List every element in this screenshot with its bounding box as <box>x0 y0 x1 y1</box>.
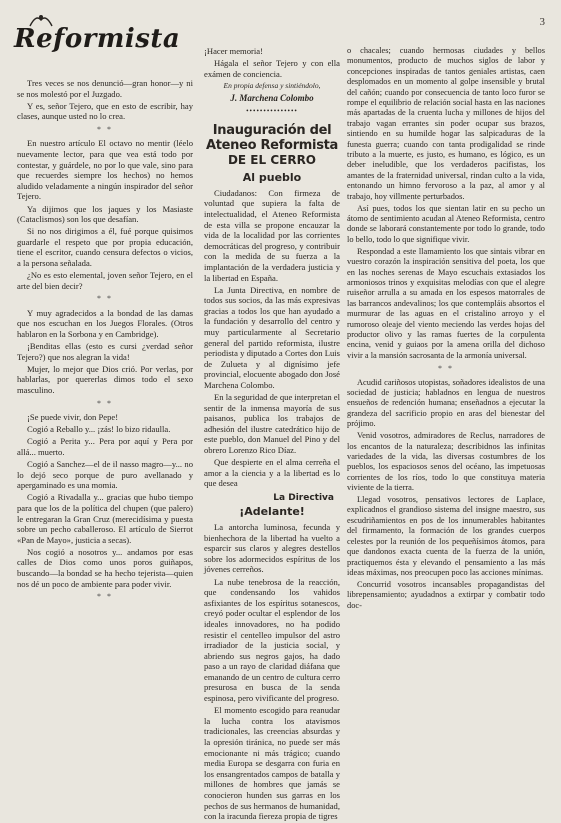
paragraph: La Junta Directiva, en nombre de todos sus socios, da las más expresivas gracias a todos los que han ayudado a la fundación y desarrollo del centro y muy particularmente al Secretario general del partido reformista, ilustre periodista y diputado a Cortes don Luis de Zulueta y al dignísimo jefe provincial, elocuente abogado don José Marchena Colombo. <box>204 284 340 390</box>
article-subheadline: DE EL CERRO <box>227 152 317 167</box>
paragraph: o chacales; cuando hermosas ciudades y bellos monumentos, producto de muchos siglos de labor y concepciones inspiradas de tantos geniales artistas, caen desplomados en un momento al golpe insensible y brutal del cañón; cuando por consecuencia de tanto loco furor se rompe el equilibrio de relación social hasta en las naciones más apartadas de la cruenta lucha y millones de hijos del trabajo vagan errantes sin poder ocupar sus brazos, sintiendo en su humilde hogar las salpicaduras de la funesta guerra; cuando con tanta prodigalidad se rinde tributo a la muerte, es justo, es humano, es lógico, es un deber ineludible, que los verdaderos pacifistas, los amantes de la fraternidad universal, rindan culto a la vida, entonando un himno fervoroso a la paz, al amor y al trabajo, hoy villmente perturbados. <box>347 46 545 201</box>
paragraph: Tres veces se nos denunció—gran honor—y ni se nos molestó por el Juzgado. <box>17 78 193 99</box>
paragraph: En la seguridad de que interpretan el sentir de la inmensa mayoría de sus paisanos, publica los trabajos de adhesión del ilustre catedrático hijo de este pueblo, don Manuel del Pino y del obrero Lorenzo Rico Díaz. <box>204 392 340 455</box>
paragraph: Cogió a Sanchez—el de il nasso magro—y... no lo dejó seco porque de puro avellanado y apergaminado es una momia. <box>17 459 193 491</box>
article-headline: Inauguración del Ateneo Reformista <box>205 122 339 153</box>
paragraph: Concurrid vosotros incansables propagandistas del librepensamiento; ayudadnos a extirpar y combatir todo doc- <box>347 579 545 610</box>
paragraph: Cogió a Perita y... Pera por aquí y Pera por allá... muerto. <box>17 436 193 457</box>
paragraph: Llegad vosotros, pensativos lectores de Laplace, explicadnos el grandioso sistema del insigne maestro, sus escudriñamientos en pos de los innumerables habitantes del firmamento, la formación de los grandes cuerpos celestes por la reunión de los pequeñísimos átomos, para que dandonos exacta cuenta de la fuerza de la unión, practiquemos ésta y elevando el pensamiento a las más ideas máximas, nos preocupen poco las acciones mínimas. <box>347 495 545 577</box>
paragraph: Cogió a Reballo y... ¡zás! lo bizo ridaulla. <box>27 424 171 435</box>
section-separator: * * <box>438 364 454 374</box>
paragraph: Ciudadanos: Con firmeza de voluntad que supiera la falta de intelectualidad, el Ateneo Reformista de esta villa se propone encauzar la vida de la localidad por las corrientes democráticas del progreso, y contribuir con la medida de su fuerza a la implantación de la verdadera justicia y la libertad en España. <box>204 187 340 283</box>
masthead <box>14 10 200 74</box>
paragraph: En nuestro artículo El octavo no mentir (léelo nuevamente lector, para que vea está todo por contestar, y guárdele, no por lo que vale, sino para que recuerdes siempre los hechos) no hemos aludido veladamente a ningún inspirador del señor Tejero. <box>17 138 193 202</box>
signature-directiva: La Directiva <box>273 492 334 503</box>
paragraph: Que despierte en el alma cerreña el amor a la ciencia y a la libertad es lo que desea <box>204 457 340 489</box>
paragraph: ¡Benditas ellas (esto es cursi ¿verdad señor Tejero?) que nos alegran la vida! <box>17 341 193 362</box>
section-separator: * * <box>97 398 113 408</box>
page-number: 3 <box>539 16 545 28</box>
masthead-title: Reformista <box>14 24 181 54</box>
divider: ••••••••••••••• <box>246 106 298 115</box>
defense-note: En propia defensa y sintiéndolo, <box>223 80 321 90</box>
paragraph: Y es, señor Tejero, que en esto de escribir, hay clases, aunque usted no lo crea. <box>17 100 193 122</box>
paragraph: El momento escogido para reanudar la lucha contra los atavismos tradicionales, las creencias absurdas y la opresión tiránica, no puede ser más emocionante ni más trágico; cuando media Europa se desgarra con furia en los ensangrentados campos de batalla y millones de hombres que jamás se conocieron hunden sus garras en los pechos de sus hermanos de humanidad, con la iracunda fiereza propia de tigres <box>204 705 340 822</box>
paragraph: ¡Se puede vivir, don Pepe! <box>27 412 119 423</box>
column-left <box>17 78 193 606</box>
column-middle <box>204 46 340 823</box>
column-right <box>347 46 545 613</box>
paragraph: Ya dijimos que los jaques y los Masiaste (Cataclismos) son los que desafían. <box>17 203 193 225</box>
section-separator: * * <box>97 592 113 602</box>
paragraph: Acudid cariñosos utopistas, soñadores idealistos de una sociedad de justicia; habladnos en lengua de nuestros ensueños de redención humana; enseñadnos a ejecutar la grandeza del sacrificio propio en aras del bienestar del prójimo. <box>347 377 545 429</box>
paragraph: Hágala el señor Tejero y con ella exámen de conciencia. <box>204 58 340 79</box>
paragraph: Y muy agradecidos a la bondad de las damas que nos escuchan en los Juegos Florales. (Otros hablaron en la Sorbona y en Cambridge). <box>17 307 193 340</box>
section-separator: * * <box>97 294 113 304</box>
paragraph: La nube tenebrosa de la reacción, que condensando los vahidos asfixiantes de los espíritus sotanescos, creyó poder ocultar el esplendor de los ideales innovadores, no ha podido resistir el centelleo impulsor del astro irradiador de la justicia social, y abriendo sus negros gajos, ha dado paso a un rayo de claridad diáfana que emanando de un centro de cultura cerro presurosa en busca de la senda espinosa, pero vivificante del progreso. <box>204 576 341 704</box>
paragraph: Mujer, lo mejor que Dios crió. Por verlas, por hablarlas, por quererlas dimos todo el sexo masculino. <box>17 363 193 396</box>
paragraph: Nos cogió a nosotros y... andamos por esas calles de Dios como unos poros guiñapos, buscando—la bondad se ha hecho tejerista—quien nos dé un poco de ambiente para poder vivir. <box>17 546 193 589</box>
paragraph: Respondad a este llamamiento los que sintais vibrar en vuestro corazón la inspiración sensitiva del poeta, los que en las noches serenas de Mayo escuchais extasiados los armoniosos trinos y exquisitas melodías con que el alegre ruiseñor arrulla a su amada en los espesos matorrales de las barrancos andevalinos; los que contempláis absortos el murmurar de las aguas en el cristalino arroyo y el rumoroso oleaje del viento meciendo las verdes hojas del productor olivo y las ramas fuertes de la corpulenta encina, venid y guiaos por la amena orilla del dichoso vivir a la mansión sacrosanta de la armonía universal. <box>347 246 545 360</box>
paragraph: Así pues, todos los que sientan latir en su pecho un átomo de sentimiento acudan al Ateneo Reformista, centro donde se laborará constantemente por todo lo grande, todo lo bello, todo lo que signifique vivir. <box>347 203 545 244</box>
paragraph: Cogió a Rivadalla y... gracias que hubo tiempo para que los de la política del chupen (que palero) le entregaran la Gran Cruz (merecidísima y puesta sobre un pecho caballeroso. El artículo de Sierrot «Pan de Mayo», justicia a secas). <box>17 492 193 545</box>
section-title: Al pueblo <box>242 171 302 185</box>
section-title: ¡Adelante! <box>239 505 305 519</box>
paragraph: ¡Hacer memoria! <box>204 46 263 56</box>
paragraph: La antorcha luminosa, fecunda y bienhechora de la libertad ha vuelto a esparcir sus claros y alegres destellos sobre los adormecidos espíritus de los jóvenes cerreños. <box>204 522 340 575</box>
paragraph: Venid vosotros, admiradores de Reclus, narradores de los encantos de la naturaleza; describidnos las infinitas variedades de la vida, las diversas costumbres de los pueblos, los espaciosos senos del océano, las impetuosas corrientes de los ríos, todo lo que constituya materia viviente de la tierra. <box>347 431 545 493</box>
paragraph: Si no nos dirigimos a él, fué porque quisimos guardarle el respeto que por propia educación, tiene el escritor, cuando censura defectos o vicios, a la persona señalada. <box>17 226 193 268</box>
signature: J. Marchena Colombo <box>230 93 314 104</box>
paragraph: ¿No es esto elemental, joven señor Tejero, en el arte del bien decir? <box>17 270 193 291</box>
section-separator: * * <box>97 124 113 134</box>
